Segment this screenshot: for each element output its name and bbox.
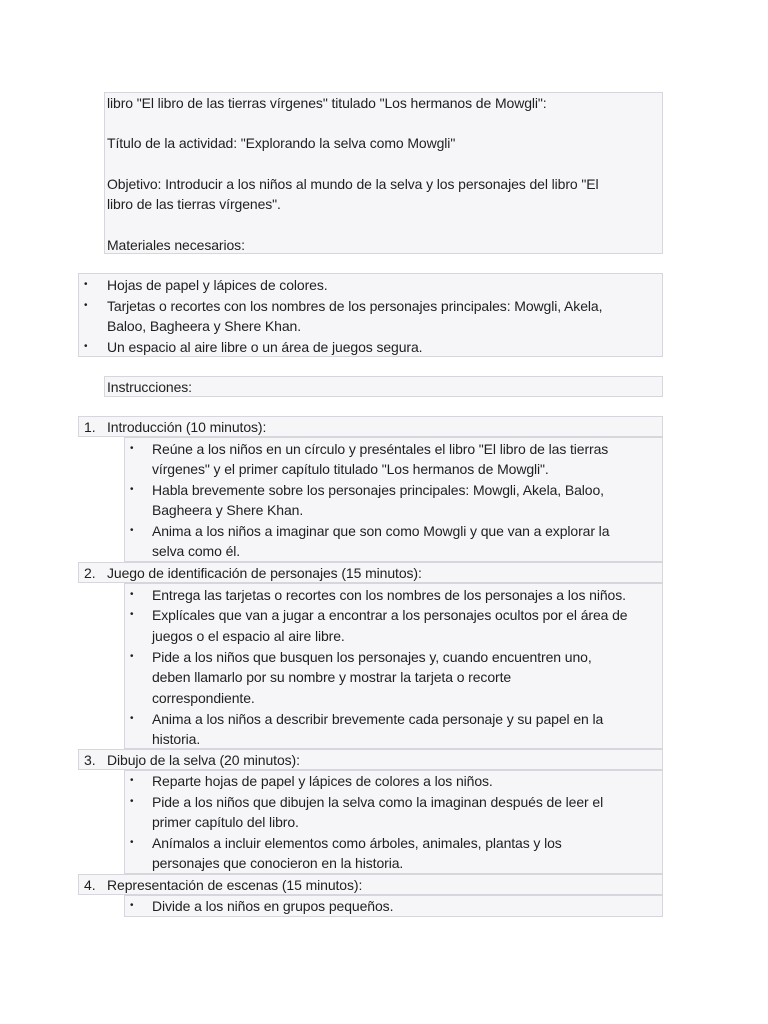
- bullet-icon: •: [130, 484, 134, 495]
- list-item: Pide a los niños que busquen los personajes y, cuando encuentren uno,: [152, 649, 592, 665]
- step-title: Introducción (10 minutos):: [107, 419, 267, 435]
- list-item: Un espacio al aire libre o un área de juegos segura.: [107, 339, 423, 355]
- materials-heading: Materiales necesarios:: [107, 237, 245, 253]
- list-item: vírgenes" y el primer capítulo titulado "Los hermanos de Mowgli".: [152, 461, 549, 477]
- bullet-icon: •: [84, 341, 88, 352]
- list-item: Entrega las tarjetas o recortes con los nombres de los personajes a los niños.: [152, 587, 626, 603]
- objective-line: libro de las tierras vírgenes".: [107, 196, 281, 212]
- bullet-icon: •: [130, 900, 134, 911]
- bullet-icon: •: [84, 300, 88, 311]
- list-item: Anima a los niños a imaginar que son como Mowgli y que van a explorar la: [152, 523, 610, 539]
- list-item: Tarjetas o recortes con los nombres de los personajes principales: Mowgli, Akela,: [107, 298, 603, 314]
- step-number: 3.: [84, 752, 96, 768]
- list-item: Pide a los niños que dibujen la selva como la imaginan después de leer el: [152, 794, 604, 810]
- bullet-icon: •: [84, 279, 88, 290]
- list-item: Reúne a los niños en un círculo y preséntales el libro "El libro de las tierras: [152, 441, 609, 457]
- list-item: Bagheera y Shere Khan.: [152, 502, 304, 518]
- instructions-heading: Instrucciones:: [107, 379, 192, 395]
- step-number: 1.: [84, 419, 96, 435]
- list-item: Divide a los niños en grupos pequeños.: [152, 898, 394, 914]
- bullet-icon: •: [130, 796, 134, 807]
- bullet-icon: •: [130, 589, 134, 600]
- list-item: correspondiente.: [152, 690, 255, 706]
- step-title: Juego de identificación de personajes (15 minutos):: [107, 565, 422, 581]
- list-item: historia.: [152, 731, 201, 747]
- list-item: deben llamarlo por su nombre y mostrar la tarjeta o recorte: [152, 669, 512, 685]
- list-item: personajes que conocieron en la historia.: [152, 855, 404, 871]
- list-item: Explícales que van a jugar a encontrar a los personajes ocultos por el área de: [152, 607, 628, 623]
- list-item: primer capítulo del libro.: [152, 814, 299, 830]
- step-title: Representación de escenas (15 minutos):: [107, 877, 363, 893]
- step-title: Dibujo de la selva (20 minutos):: [107, 752, 300, 768]
- bullet-icon: •: [130, 837, 134, 848]
- list-item: Anímalos a incluir elementos como árboles, animales, plantas y los: [152, 835, 562, 851]
- list-item: juegos o el espacio al aire libre.: [152, 628, 345, 644]
- objective-line: Objetivo: Introducir a los niños al mundo de la selva y los personajes del libro "El: [107, 176, 599, 192]
- activity-title: Título de la actividad: "Explorando la selva como Mowgli": [107, 135, 456, 151]
- list-item: Reparte hojas de papel y lápices de colores a los niños.: [152, 773, 493, 789]
- bullet-icon: •: [130, 525, 134, 536]
- intro-block: [104, 92, 663, 254]
- list-item: selva como él.: [152, 543, 241, 559]
- intro-line: libro "El libro de las tierras vírgenes" titulado "Los hermanos de Mowgli":: [107, 95, 547, 111]
- bullet-icon: •: [130, 443, 134, 454]
- list-item: Baloo, Bagheera y Shere Khan.: [107, 318, 302, 334]
- step-number: 2.: [84, 565, 96, 581]
- bullet-icon: •: [130, 775, 134, 786]
- list-item: Hojas de papel y lápices de colores.: [107, 277, 328, 293]
- bullet-icon: •: [130, 609, 134, 620]
- bullet-icon: •: [130, 651, 134, 662]
- list-item: Habla brevemente sobre los personajes principales: Mowgli, Akela, Baloo,: [152, 482, 604, 498]
- step-number: 4.: [84, 877, 96, 893]
- bullet-icon: •: [130, 713, 134, 724]
- list-item: Anima a los niños a describir brevemente cada personaje y su papel en la: [152, 711, 604, 727]
